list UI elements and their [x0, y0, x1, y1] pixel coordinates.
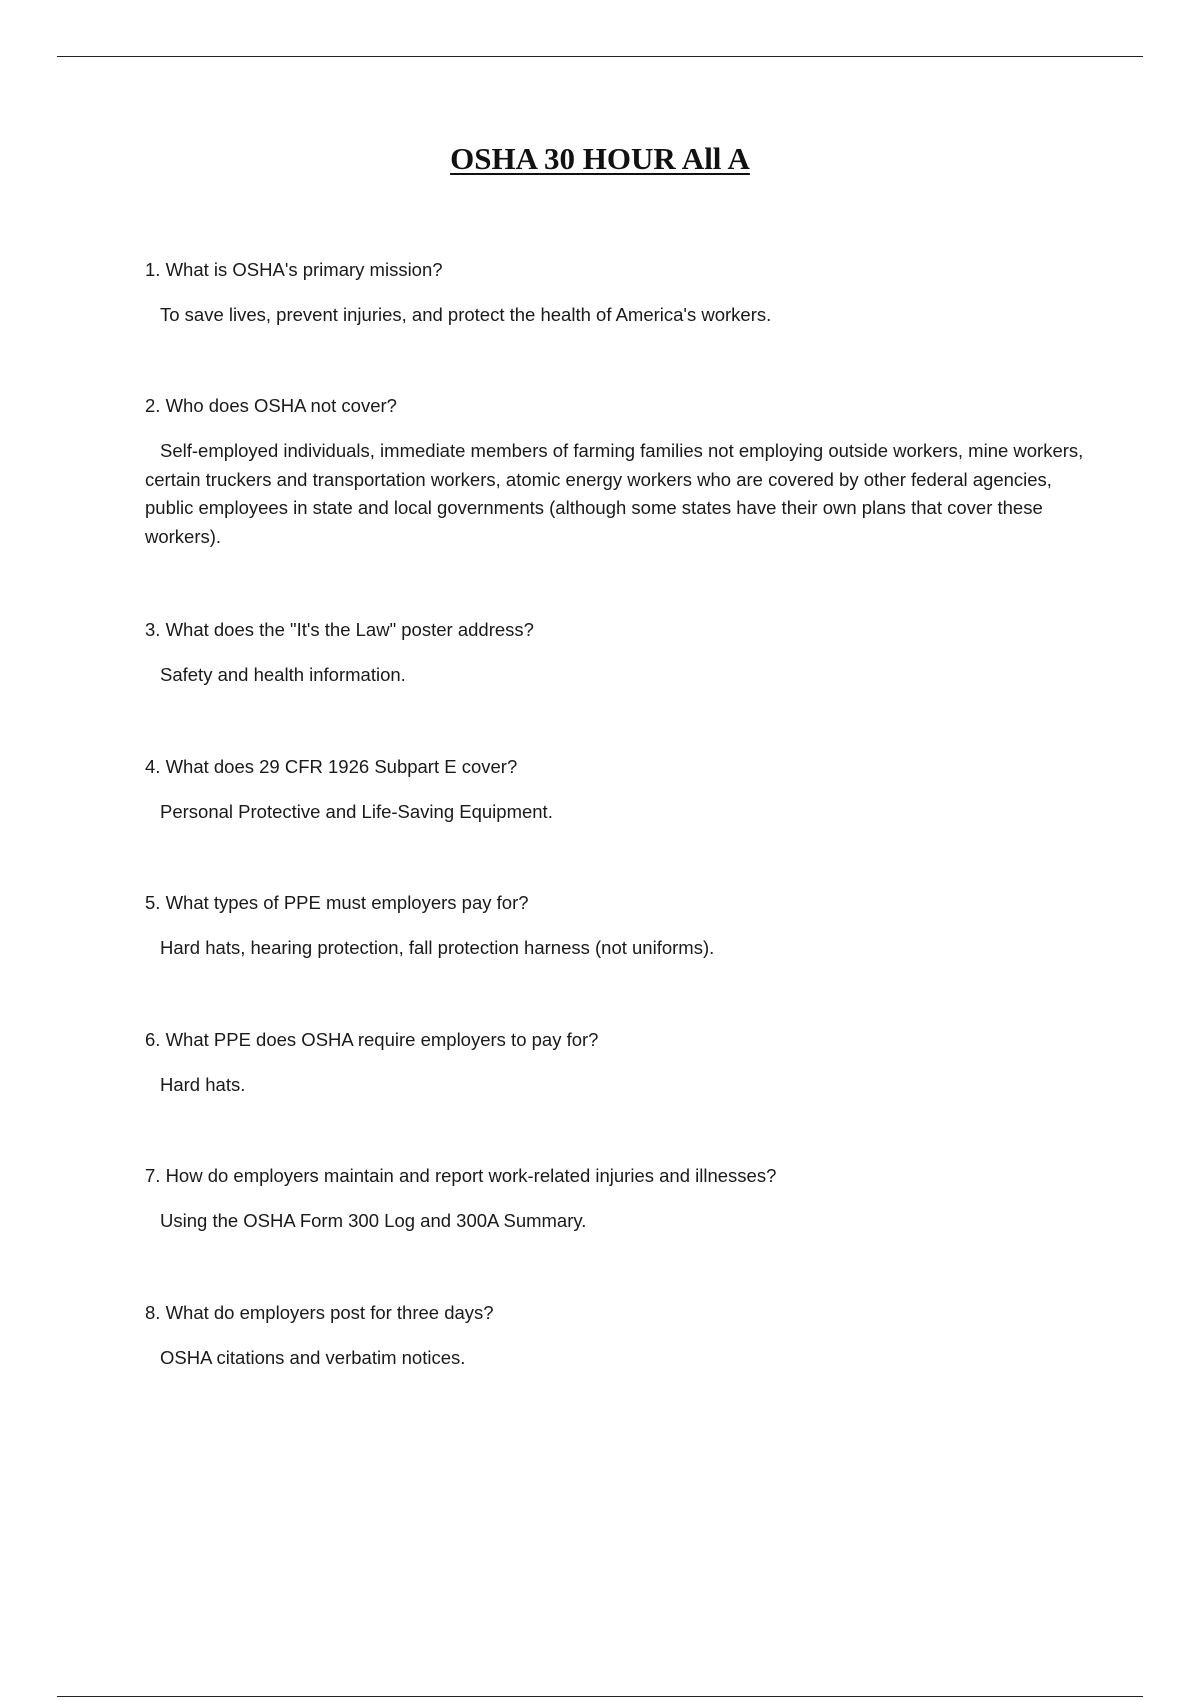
question-7: 7. How do employers maintain and report work-related injuries and illnesses? — [145, 1165, 777, 1186]
question-3: 3. What does the "It's the Law" poster address? — [145, 619, 534, 640]
answer-3: Safety and health information. — [160, 664, 406, 685]
answer-2: Self-employed individuals, immediate members of farming families not employing outside workers, mine workers, certain truckers and transportation workers, atomic energy workers who are covered by other federal agencies, public employees in state and local governments (although some states have their own plans that cover these workers). — [145, 440, 1084, 547]
question-8: 8. What do employers post for three days? — [145, 1302, 494, 1323]
question-1: 1. What is OSHA's primary mission? — [145, 259, 443, 280]
qa-item-1 — [145, 257, 1085, 330]
document-title-text: OSHA 30 HOUR All A — [450, 141, 750, 176]
qa-item-6 — [145, 1027, 1085, 1100]
answer-6: Hard hats. — [160, 1074, 246, 1095]
qa-item-4 — [145, 754, 1085, 827]
question-4: 4. What does 29 CFR 1926 Subpart E cover? — [145, 756, 518, 777]
qa-item-7 — [145, 1163, 1085, 1236]
answer-1: To save lives, prevent injuries, and protect the health of America's workers. — [160, 304, 772, 325]
question-2: 2. Who does OSHA not cover? — [145, 395, 397, 416]
answer-4: Personal Protective and Life-Saving Equipment. — [160, 801, 553, 822]
answer-7: Using the OSHA Form 300 Log and 300A Summary. — [160, 1210, 587, 1231]
qa-item-8 — [145, 1300, 1085, 1373]
answer-5: Hard hats, hearing protection, fall protection harness (not uniforms). — [160, 937, 715, 958]
answer-8: OSHA citations and verbatim notices. — [160, 1347, 466, 1368]
bottom-divider — [57, 1696, 1143, 1697]
qa-item-5 — [145, 890, 1085, 963]
question-5: 5. What types of PPE must employers pay for? — [145, 892, 529, 913]
question-6: 6. What PPE does OSHA require employers to pay for? — [145, 1029, 599, 1050]
qa-item-3 — [145, 617, 1085, 690]
qa-item-2 — [145, 393, 1085, 551]
